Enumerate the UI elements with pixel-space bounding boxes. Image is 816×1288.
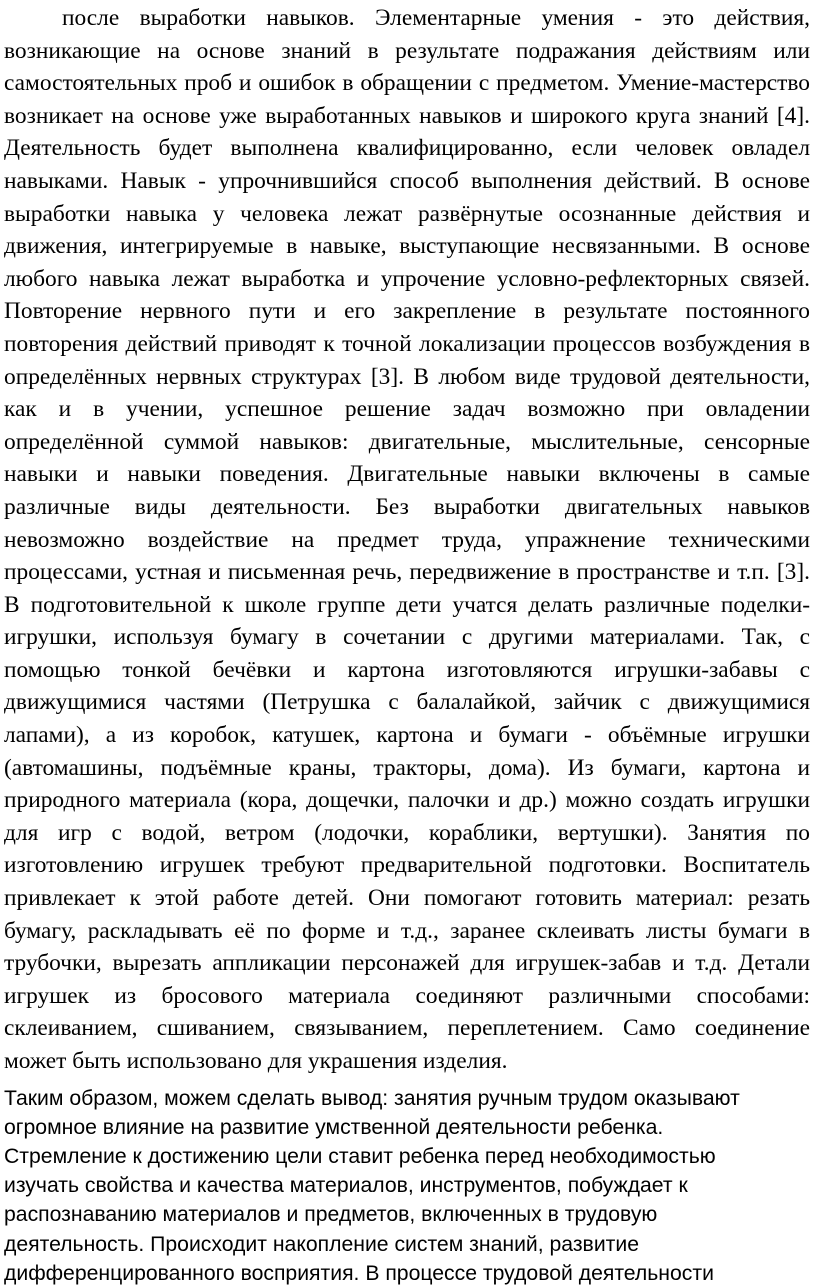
conclusion-paragraph: Таким образом, можем сделать вывод: занятия ручным трудом оказывают огромное влияние на развитие умственной деятельности ребенка. Стремление к достижению цели ставит ребенка перед необходимостью изучать свойства и качества материалов, инструментов, побуждает к распознаванию материалов и предметов, включенных в трудовую деятельность. Происходит накопление систем знаний, развитие дифференцированного восприятия. В процессе трудовой деятельности [4,1086,740,1285]
main-paragraph: после выработки навыков. Элементарные умения - это действия, возникающие на основе знаний в результате подражания действиям или самостоятельных проб и ошибок в обращении с предметом. Умение-мастерство возникает на основе уже выработанных навыков и широкого круга знаний [4]. Деятельность будет выполнена квалифицированно, если человек овладел навыками. Навык - упрочнившийся способ выполнения действий. В основе выработки навыка у человека лежат развёрнутые осознанные действия и движения, интегрируемые в навыке, выступающие несвязанными. В основе любого навыка лежат выработка и упрочение условно-рефлекторных связей. Повторение нервного пути и его закрепление в результате постоянного повторения действий приводят к точной локализации процессов возбуждения в определённых нервных структурах [3]. В любом виде трудовой деятельности, как и в учении, успешное решение задач возможно при овладении определённой суммой навыков: двигательные, мыслительные, сенсорные навыки и навыки поведения. Двигательные навыки включены в самые различные виды деятельности. Без выработки двигательных навыков невозможно воздействие на предмет труда, упражнение техническими процессами, устная и письменная речь, передвижение в пространстве и т.п. [3]. В подготовительной к школе группе дети учатся делать различные поделки-игрушки, используя бумагу в сочетании с другими материалами. Так, с помощью тонкой бечёвки и картона изготовляются игрушки-забавы с движущимися частями (Петрушка с балалайкой, зайчик с движущимися лапами), а из коробок, катушек, картона и бумаги - объёмные игрушки (автомашины, подъёмные краны, тракторы, дома). Из бумаги, картона и природного материала (кора, дощечки, палочки и др.) можно создать игрушки для игр с водой, ветром (лодочки, кораблики, вертушки). Занятия по изготовлению игрушек требуют предварительной подготовки. Воспитатель привлекает к этой работе детей. Они помогают готовить материал: резать бумагу, раскладывать её по форме и т.д., заранее склеивать листы бумаги в трубочки, вырезать аппликации персонажей для игрушек-забав и т.д. Детали игрушек из бросового материала соединяют различными способами: склеиванием, сшиванием, связыванием, переплетением. Само соединение может быть использовано для украшения изделия. [4,5,810,1074]
